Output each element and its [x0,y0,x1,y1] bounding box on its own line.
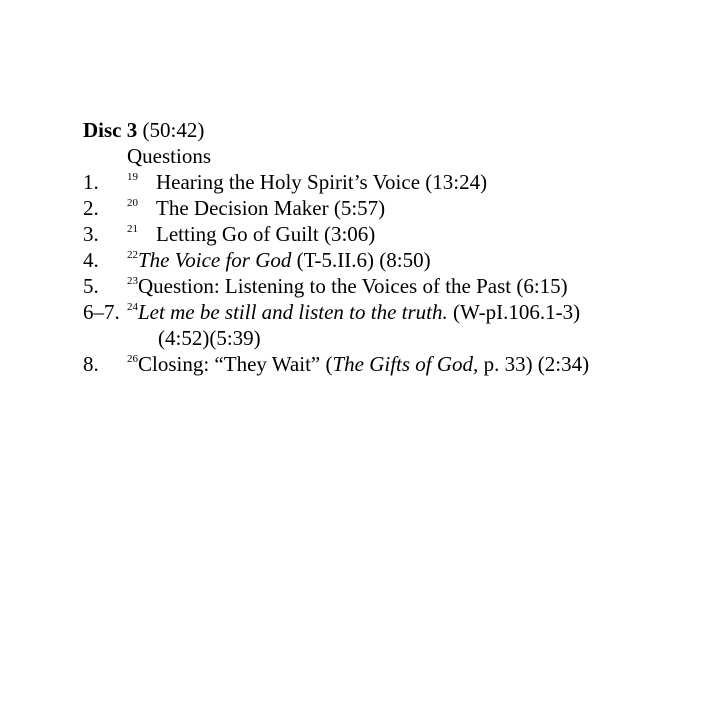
track-number: 1. [83,170,99,194]
track-item [83,247,703,273]
track-item [83,299,703,325]
track-number: 3. [83,222,99,246]
track-item [83,221,703,247]
track-title: The Decision Maker (5:57) [156,196,386,220]
disc-duration: (50:42) [142,118,205,142]
track-number: 4. [83,248,99,272]
track-continuation: (4:52)(5:39) [158,326,261,350]
track-item [83,169,703,195]
track-item [83,351,703,377]
track-title-rest: p. 33) (2:34) [478,352,590,376]
track-title: Question: Listening to the Voices of the Past (6:15) [138,274,568,298]
track-number: 2. [83,196,99,220]
track-title-rest: (W-pI.106.1-3) [447,300,581,324]
track-number: 6–7. [83,300,120,324]
track-title: Hearing the Holy Spirit’s Voice (13:24) [156,170,488,194]
track-title-italic: The Gifts of God, [332,352,479,376]
track-footnote-number: 19 [127,171,138,183]
track-footnote-number: 20 [127,197,138,209]
track-title-rest: (T-5.II.6) (8:50) [291,248,431,272]
track-title-italic: Let me be still and listen to the truth. [138,300,448,324]
track-footnote-number: 22 [127,249,138,261]
track-title-italic: The Voice for God [138,248,292,272]
track-item [83,273,703,299]
disc-label: Disc 3 [83,118,138,142]
track-title: Letting Go of Guilt (3:06) [156,222,376,246]
track-item [83,195,703,221]
disc-heading [83,117,204,143]
track-number: 8. [83,352,99,376]
track-footnote-number: 26 [127,353,138,365]
track-footnote-number: 23 [127,275,138,287]
track-footnote-number: 24 [127,301,138,313]
track-number: 5. [83,274,99,298]
track-footnote-number: 21 [127,223,138,235]
track-title-pre: Closing: “They Wait” ( [138,352,333,376]
section-heading: Questions [127,144,211,168]
